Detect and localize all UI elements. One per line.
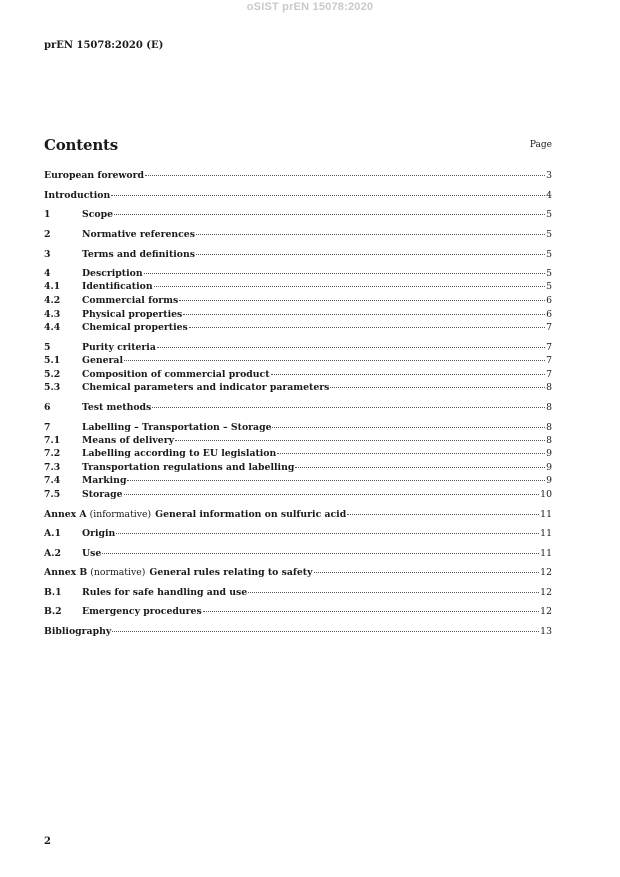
dot-leader xyxy=(127,479,545,481)
toc-page: 8 xyxy=(546,422,552,433)
toc-number: 6 xyxy=(44,402,51,413)
toc-entry-1[interactable] xyxy=(44,209,552,221)
toc-number: B.1 xyxy=(44,587,62,598)
toc-entry-bibliography[interactable] xyxy=(44,626,552,638)
toc-number: A.2 xyxy=(44,548,61,559)
toc-number: 5 xyxy=(44,342,51,353)
dot-leader xyxy=(196,253,545,255)
toc-entry-b-2[interactable] xyxy=(44,606,552,618)
toc-title: General information on sulfuric acid xyxy=(155,509,347,520)
dot-leader xyxy=(196,233,545,235)
toc-number: 4.3 xyxy=(44,309,61,320)
toc-page: 9 xyxy=(546,475,552,486)
toc-title: Emergency procedures xyxy=(82,606,202,617)
toc-page: 3 xyxy=(546,170,552,181)
toc-entry-a-2[interactable] xyxy=(44,548,552,560)
toc-page: 8 xyxy=(546,435,552,446)
toc-number: 7 xyxy=(44,422,51,433)
contents-heading: Contents xyxy=(44,136,119,154)
toc-title: Purity criteria xyxy=(82,342,156,353)
toc-page: 5 xyxy=(546,281,552,292)
toc-number: 4.2 xyxy=(44,295,61,306)
toc-entry-5-3[interactable] xyxy=(44,382,552,394)
toc-entry-5-1[interactable] xyxy=(44,355,552,367)
dot-leader xyxy=(102,552,539,554)
dot-leader xyxy=(111,194,545,196)
toc-entry-7-3[interactable] xyxy=(44,462,552,474)
toc-number: A.1 xyxy=(44,528,61,539)
dot-leader xyxy=(112,630,539,632)
toc-title: Composition of commercial product xyxy=(82,369,270,380)
toc-page: 7 xyxy=(546,322,552,333)
toc-title: Identification xyxy=(82,281,153,292)
toc-number: 4.4 xyxy=(44,322,61,333)
dot-leader xyxy=(152,406,545,408)
toc-title: Chemical properties xyxy=(82,322,188,333)
toc-entry-b-1[interactable] xyxy=(44,587,552,599)
toc-number: 2 xyxy=(44,229,51,240)
dot-leader xyxy=(277,452,545,454)
toc-title: Labelling – Transportation – Storage xyxy=(82,422,272,433)
dot-leader xyxy=(154,285,545,287)
toc-entry-introduction[interactable] xyxy=(44,190,552,202)
toc-page: 7 xyxy=(546,342,552,353)
toc-title: Labelling according to EU legislation xyxy=(82,448,277,459)
toc-entry-7-1[interactable] xyxy=(44,435,552,447)
toc-page: 5 xyxy=(546,229,552,240)
toc-title: Use xyxy=(82,548,102,559)
dot-leader xyxy=(248,591,539,593)
page-column-label: Page xyxy=(529,140,552,150)
document-id: prEN 15078:2020 (E) xyxy=(44,40,164,51)
toc-page: 8 xyxy=(546,402,552,413)
dot-leader xyxy=(183,313,545,315)
dot-leader xyxy=(175,439,545,441)
toc-title: Introduction xyxy=(44,190,111,201)
toc-entry-annex-a[interactable] xyxy=(44,509,552,521)
toc-number: 4.1 xyxy=(44,281,61,292)
toc-number: 7.3 xyxy=(44,462,61,473)
toc-title: Commercial forms xyxy=(82,295,179,306)
page-number: 2 xyxy=(44,836,51,847)
dot-leader xyxy=(189,326,545,328)
toc-title: Terms and definitions xyxy=(82,249,195,260)
toc-entry-3[interactable] xyxy=(44,249,552,261)
toc-page: 11 xyxy=(540,509,552,520)
toc-title: Storage xyxy=(82,489,123,500)
dot-leader xyxy=(330,386,545,388)
toc-entry-annex-b[interactable] xyxy=(44,567,552,579)
dot-leader xyxy=(124,493,540,495)
toc-title: Normative references xyxy=(82,229,195,240)
toc-number: B.2 xyxy=(44,606,62,617)
dot-leader xyxy=(144,272,545,274)
annex-status: (informative) xyxy=(89,509,152,520)
toc-page: 4 xyxy=(546,190,552,201)
toc-page: 7 xyxy=(546,369,552,380)
toc-entry-7-5[interactable] xyxy=(44,489,552,501)
toc-title: General xyxy=(82,355,123,366)
toc-page: 11 xyxy=(540,548,552,559)
toc-entry-4-4[interactable] xyxy=(44,322,552,334)
toc-page: 9 xyxy=(546,462,552,473)
toc-title: Transportation regulations and labelling xyxy=(82,462,295,473)
toc-title: Scope xyxy=(82,209,113,220)
toc-number: 1 xyxy=(44,209,51,220)
dot-leader xyxy=(272,426,545,428)
toc-entry-4-1[interactable] xyxy=(44,281,552,293)
toc-entry-5[interactable] xyxy=(44,342,552,354)
toc-entry-4-3[interactable] xyxy=(44,309,552,321)
toc-number: 5.2 xyxy=(44,369,61,380)
toc-entry-4[interactable] xyxy=(44,268,552,280)
toc-page: 11 xyxy=(540,528,552,539)
toc-page: 9 xyxy=(546,448,552,459)
toc-title: Bibliography xyxy=(44,626,112,637)
toc-page: 13 xyxy=(540,626,552,637)
toc-page: 12 xyxy=(540,587,552,598)
toc-title: Physical properties xyxy=(82,309,183,320)
toc-number: 5.3 xyxy=(44,382,61,393)
dot-leader xyxy=(114,213,545,215)
toc-title: Marking xyxy=(82,475,127,486)
toc-page: 5 xyxy=(546,249,552,260)
annex-label: Annex B xyxy=(44,567,88,578)
toc-number: 4 xyxy=(44,268,51,279)
toc-number: 7.2 xyxy=(44,448,61,459)
watermark: oSIST prEN 15078:2020 xyxy=(246,1,374,13)
toc-title: Test methods xyxy=(82,402,152,413)
toc-page: 6 xyxy=(546,295,552,306)
toc-page: 7 xyxy=(546,355,552,366)
toc-entry-4-2[interactable] xyxy=(44,295,552,307)
toc-entry-5-2[interactable] xyxy=(44,369,552,381)
toc-number: 7.1 xyxy=(44,435,61,446)
toc-page: 12 xyxy=(540,567,552,578)
toc-page: 10 xyxy=(540,489,552,500)
dot-leader xyxy=(157,346,545,348)
toc-page: 5 xyxy=(546,268,552,279)
toc-number: 5.1 xyxy=(44,355,61,366)
annex-label: Annex A xyxy=(44,509,87,520)
toc-title: General rules relating to safety xyxy=(149,567,313,578)
toc-title: Description xyxy=(82,268,143,279)
dot-leader xyxy=(295,466,545,468)
toc-entry-6[interactable] xyxy=(44,402,552,414)
dot-leader xyxy=(179,299,545,301)
toc-entry-7[interactable] xyxy=(44,422,552,434)
dot-leader xyxy=(124,359,545,361)
toc-entry-7-2[interactable] xyxy=(44,448,552,460)
toc-title: Means of delivery xyxy=(82,435,174,446)
dot-leader xyxy=(271,373,546,375)
toc-page: 5 xyxy=(546,209,552,220)
toc-title: Origin xyxy=(82,528,116,539)
toc-title: Chemical parameters and indicator parameters xyxy=(82,382,330,393)
toc-title: Rules for safe handling and use xyxy=(82,587,248,598)
toc-number: 7.5 xyxy=(44,489,61,500)
annex-status: (normative) xyxy=(90,567,146,578)
dot-leader xyxy=(347,513,539,515)
toc-number: 3 xyxy=(44,249,51,260)
toc-page: 6 xyxy=(546,309,552,320)
toc-entry-7-4[interactable] xyxy=(44,475,552,487)
toc-title: European foreword xyxy=(44,170,144,181)
toc-entry-european-foreword[interactable] xyxy=(44,170,552,182)
toc-entry-a-1[interactable] xyxy=(44,528,552,540)
toc-number: 7.4 xyxy=(44,475,61,486)
toc-entry-2[interactable] xyxy=(44,229,552,241)
toc-page: 12 xyxy=(540,606,552,617)
dot-leader xyxy=(203,610,539,612)
dot-leader xyxy=(145,174,545,176)
dot-leader xyxy=(314,571,540,573)
dot-leader xyxy=(116,532,539,534)
toc-page: 8 xyxy=(546,382,552,393)
